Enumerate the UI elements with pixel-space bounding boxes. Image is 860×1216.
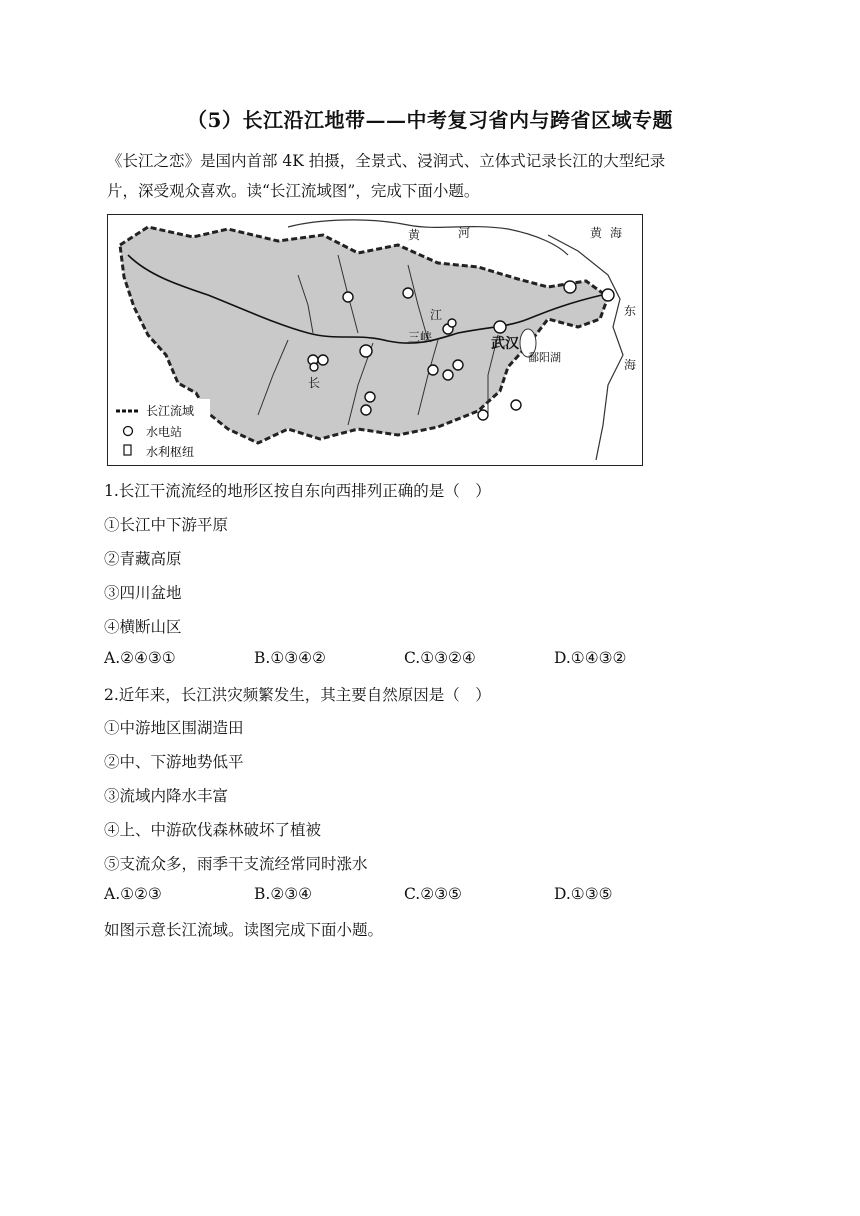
page-title: （5）长江沿江地带——中考复习省内与跨省区域专题 — [187, 108, 673, 132]
yangtze-basin-map — [107, 214, 643, 466]
intro-line: 片，深受观众喜欢。读“长江流域图”，完成下面小题。 — [107, 182, 480, 200]
intro-paragraph — [107, 146, 757, 206]
closing-instruction: 如图示意长江流域。读图完成下面小题。 — [104, 921, 384, 939]
map-label-yellow-river: 河 — [458, 226, 471, 240]
legend-basin: 长江流域 — [146, 404, 195, 418]
map-label-sanxia: 三峡 — [408, 330, 433, 344]
legend-hub: 水利枢纽 — [146, 445, 195, 459]
map-label-jiang: 江 — [430, 308, 443, 322]
question-item: ①长江中下游平原 — [104, 516, 229, 534]
option-d[interactable]: D.①④③② — [554, 649, 627, 667]
option-d[interactable]: D.①③⑤ — [554, 885, 613, 903]
question-item: ⑤支流众多，雨季干支流经常同时涨水 — [104, 855, 368, 873]
question-item: ①中游地区围湖造田 — [104, 719, 244, 737]
map-label-poyang: 鄱阳湖 — [528, 352, 561, 364]
legend-hydro: 水电站 — [146, 425, 183, 439]
question-stem: 1.长江干流流经的地形区按自东向西排列正确的是（ ） — [104, 482, 491, 500]
map-label-yellow-sea: 黄 — [590, 226, 603, 240]
map-label-chang: 长 — [308, 376, 321, 390]
map-label-east-sea: 海 — [624, 358, 637, 372]
option-a[interactable]: A.②④③① — [104, 649, 176, 667]
map-legend — [110, 399, 210, 463]
map-label-wuhan: 武汉 — [491, 335, 519, 351]
map-label-east-sea: 东 — [624, 304, 637, 318]
option-c[interactable]: C.①③②④ — [404, 649, 476, 667]
map-label-yellow-river: 黄 — [408, 228, 421, 242]
question-stem: 2.近年来，长江洪灾频繁发生，其主要自然原因是（ ） — [104, 686, 491, 704]
option-a[interactable]: A.①②③ — [104, 885, 162, 903]
option-c[interactable]: C.②③⑤ — [404, 885, 462, 903]
question-item: ②中、下游地势低平 — [104, 753, 244, 771]
option-b[interactable]: B.①③④② — [254, 649, 326, 667]
option-b[interactable]: B.②③④ — [254, 885, 313, 903]
question-item: ③流域内降水丰富 — [104, 787, 229, 805]
question-item: ④横断山区 — [104, 618, 182, 636]
intro-line: 《长江之恋》是国内首部 4K 拍摄，全景式、浸润式、立体式记录长江的大型纪录 — [107, 152, 666, 170]
question-item: ②青藏高原 — [104, 550, 182, 568]
map-label-yellow-sea: 海 — [610, 226, 623, 240]
question-item: ④上、中游砍伐森林破坏了植被 — [104, 821, 322, 839]
question-item: ③四川盆地 — [104, 584, 182, 602]
